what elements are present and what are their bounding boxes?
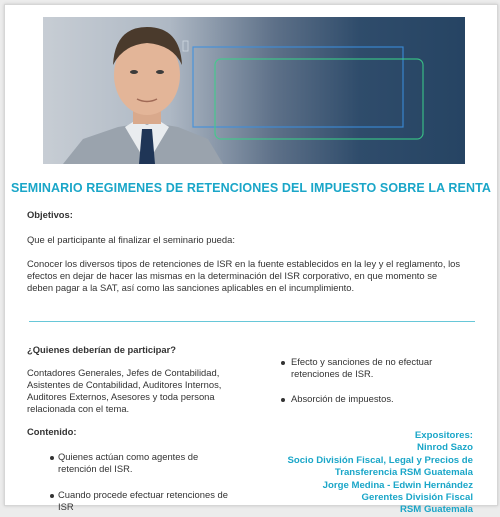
speaker-line: Ninrod Sazo: [417, 442, 473, 454]
speaker-line: RSM Guatemala: [399, 504, 473, 516]
content-item-agents-line-1: Quienes actúan como agentes de: [58, 451, 199, 462]
content-heading: Contenido:: [27, 426, 77, 437]
page-title: SEMINARIO REGIMENES DE RETENCIONES DEL IMPUESTO SOBRE LA RENTA: [10, 181, 492, 195]
content-item-absorption: Absorción de impuestos.: [291, 393, 394, 404]
speaker-line: Jorge Medina - Edwin Hernández: [322, 479, 473, 491]
participants-line-4: relacionada con el tema.: [27, 403, 130, 414]
section-divider: [29, 321, 475, 322]
objectives-text-line-1: Conocer los diversos tipos de retenciones de ISR en la fuente establecidos en la ley y el reglamento, los: [27, 258, 461, 269]
content-item-sanctions-line-1: Efecto y sanciones de no efectuar: [291, 356, 433, 367]
speaker-line: Gerentes División Fiscal: [361, 492, 473, 504]
content-item-sanctions-line-2: retenciones de ISR.: [291, 368, 374, 379]
header-image: [43, 17, 465, 164]
bullet-dot: [281, 361, 285, 365]
speaker-line: Socio División Fiscal, Legal y Precios de: [287, 454, 473, 466]
bullet-dot: [50, 456, 54, 460]
objectives-text-line-3: deben pagar a la SAT, así como las sanciones aplicables en el incumplimiento.: [27, 282, 355, 293]
objectives-intro: Que el participante al finalizar el seminario pueda:: [27, 234, 235, 245]
participants-line-3: Auditores Externos, Asesores y toda persona: [27, 391, 215, 402]
bullet-dot: [281, 398, 285, 402]
content-item-when-line-2: ISR: [58, 501, 74, 512]
speakers-heading: Expositores:: [414, 430, 473, 441]
objectives-heading: Objetivos:: [27, 209, 73, 220]
flyer-sheet: [4, 4, 498, 516]
participants-line-2: Asistentes de Contabilidad, Auditores Internos,: [27, 379, 222, 390]
speaker-line: Transferencia RSM Guatemala: [334, 467, 473, 479]
bullet-dot: [50, 494, 54, 498]
participants-line-1: Contadores Generales, Jefes de Contabilidad,: [27, 367, 220, 378]
participants-heading: ¿Quienes deberían de participar?: [27, 344, 176, 355]
content-item-agents-line-2: retención del ISR.: [58, 463, 133, 474]
speakers-block: [287, 430, 473, 517]
objectives-text-line-2: efectos en dejar de hacer las mismas en la determinación del ISR corporativo, en que momento se: [27, 270, 438, 281]
content-item-when-line-1: Cuando procede efectuar retenciones de: [58, 489, 228, 500]
businessman-photo-icon: [43, 17, 465, 164]
